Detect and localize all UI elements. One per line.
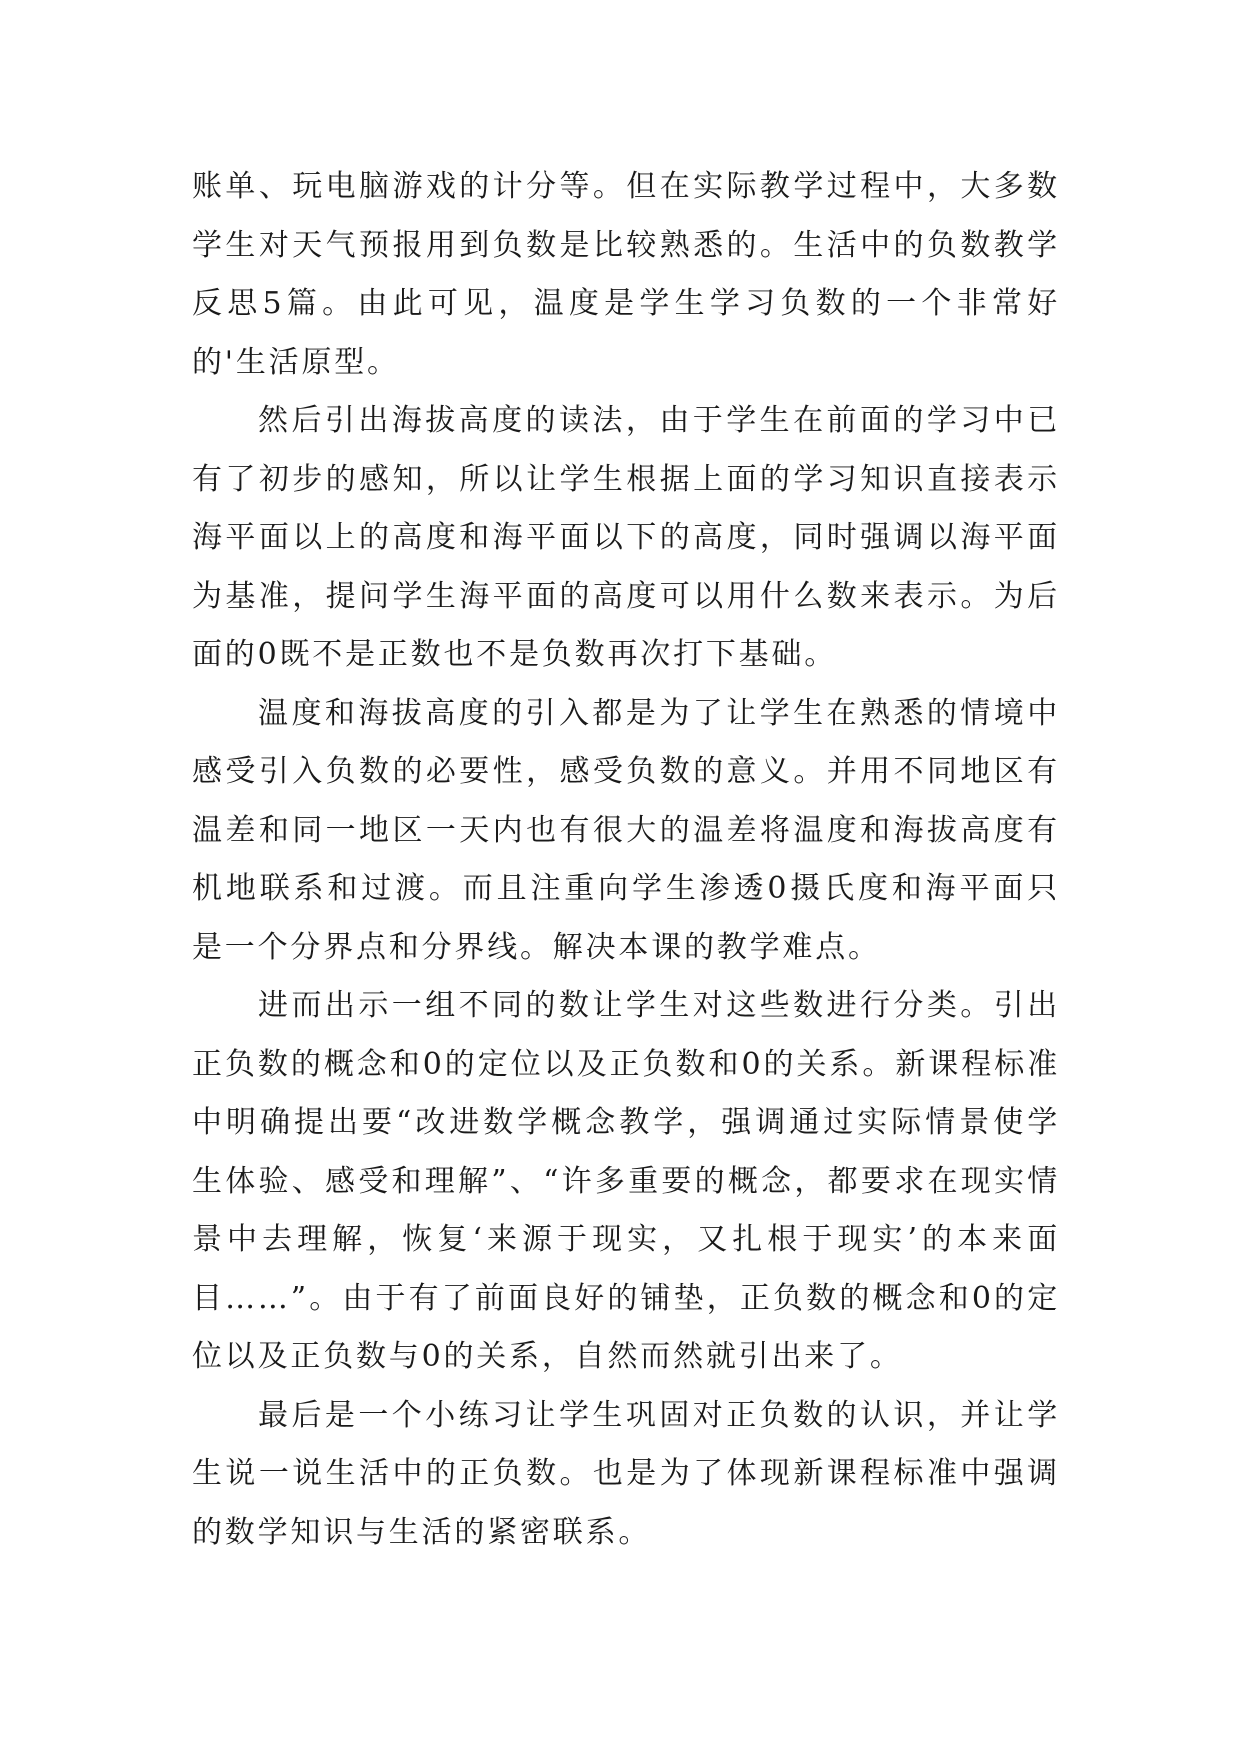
paragraph-1: 账单、玩电脑游戏的计分等。但在实际教学过程中，大多数学生对天气预报用到负数是比较熟悉的。生活中的负数教学反思5篇。由此可见，温度是学生学习负数的一个非常好的'生活原型。 (192, 169, 1060, 380)
paragraph-3: 温度和海拔高度的引入都是为了让学生在熟悉的情境中感受引入负数的必要性，感受负数的意义。并用不同地区有温差和同一地区一天内也有很大的温差将温度和海拔高度有机地联系和过渡。而且注重向学生渗透0摄氏度和海平面只是一个分界点和分界线。解决本课的教学难点。 (192, 695, 1060, 965)
paragraph-4: 进而出示一组不同的数让学生对这些数进行分类。引出正负数的概念和0的定位以及正负数和0的关系。新课程标准中明确提出要“改进数学概念教学，强调通过实际情景使学生体验、感受和理解”、“许多重要的概念，都要求在现实情景中去理解，恢复‘来源于现实，又扎根于现实’的本来面目……”。由于有了前面良好的铺垫，正负数的概念和0的定位以及正负数与0的关系，自然而然就引出来了。 (192, 988, 1060, 1374)
document-body (192, 158, 1060, 1562)
paragraph-2: 然后引出海拔高度的读法，由于学生在前面的学习中已有了初步的感知，所以让学生根据上面的学习知识直接表示海平面以上的高度和海平面以下的高度，同时强调以海平面为基准，提问学生海平面的高度可以用什么数来表示。为后面的0既不是正数也不是负数再次打下基础。 (192, 403, 1060, 672)
paragraph-5: 最后是一个小练习让学生巩固对正负数的认识，并让学生说一说生活中的正负数。也是为了体现新课程标准中强调的数学知识与生活的紧密联系。 (192, 1397, 1060, 1550)
